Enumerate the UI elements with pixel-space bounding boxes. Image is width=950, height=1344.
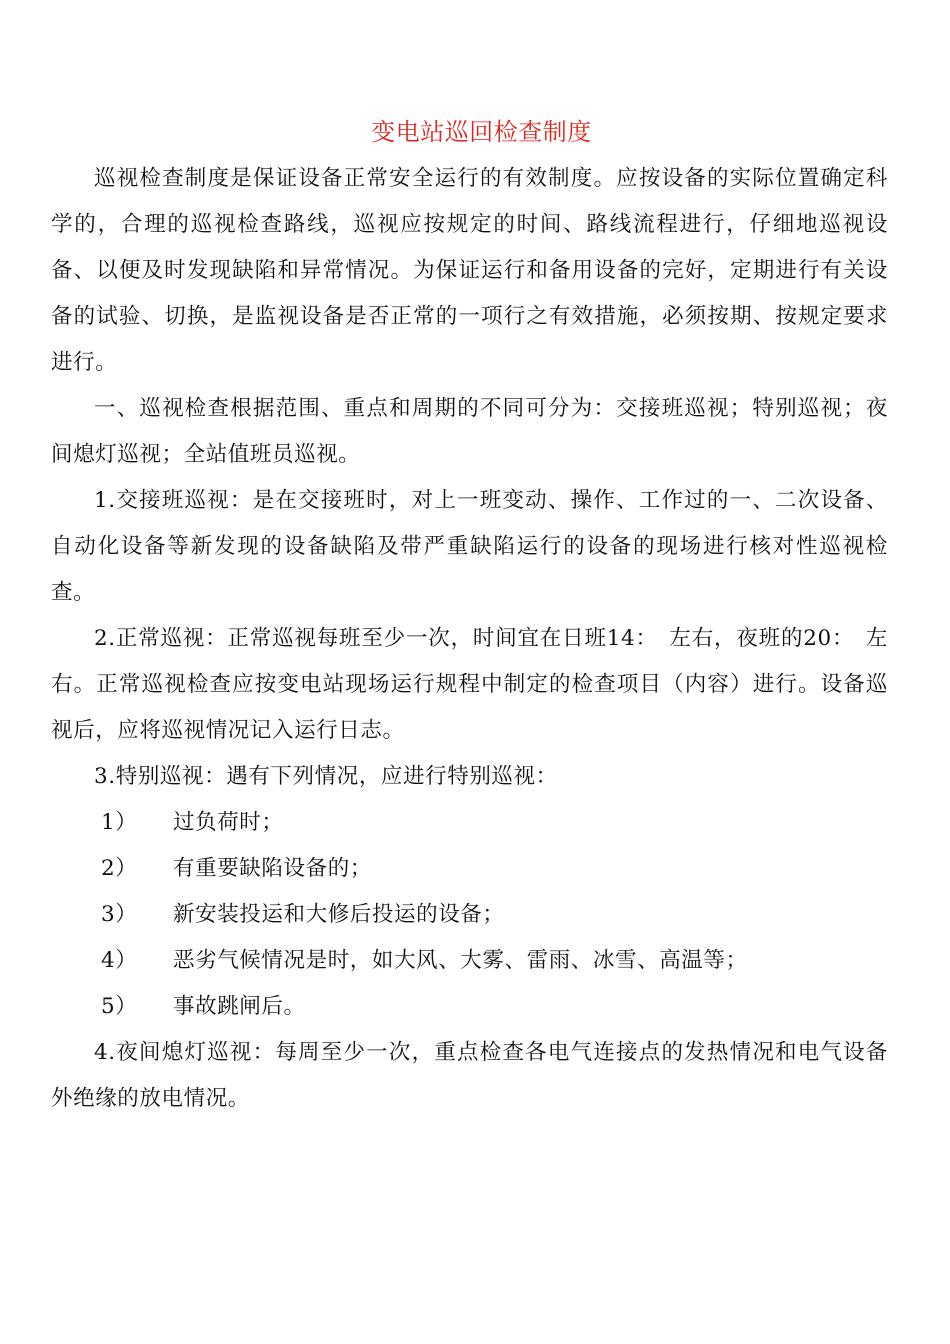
list-item-text: 事故跳闸后。 [173, 994, 306, 1019]
list-item [51, 984, 888, 1030]
list-item [51, 846, 888, 892]
document-title: 变电站巡回检查制度 [371, 118, 592, 146]
list-item-text: 有重要缺陷设备的； [173, 856, 372, 881]
list-item-number: 5） [101, 994, 138, 1019]
list-item [51, 938, 888, 984]
list-item-text: 新安装投运和大修后投运的设备； [173, 902, 505, 927]
paragraph-night-inspection: 4.夜间熄灯巡视：每周至少一次，重点检查各电气连接点的发热情况和电气设备外绝缘的放电情况。 [51, 1040, 888, 1111]
paragraph-intro: 巡视检查制度是保证设备正常安全运行的有效制度。应按设备的实际位置确定科学的，合理的巡视检查路线，巡视应按规定的时间、路线流程进行，仔细地巡视设备、以便及时发现缺陷和异常情况。为保证运行和备用设备的完好，定期进行有关设备的试验、切换，是监视设备是否正常的一项行之有效措施，必须按期、按规定要求进行。 [51, 166, 888, 375]
list-item [51, 800, 888, 846]
paragraph-shift-handover: 1.交接班巡视：是在交接班时，对上一班变动、操作、工作过的一、二次设备、自动化设备等新发现的设备缺陷及带严重缺陷运行的设备的现场进行核对性巡视检查。 [51, 488, 888, 605]
paragraph-normal-inspection: 2.正常巡视：正常巡视每班至少一次，时间宜在日班14： 左右，夜班的20： 左右。正常巡视检查应按变电站现场运行规程中制定的检查项目（内容）进行。设备巡视后，应将巡视情况记入运行日志。 [51, 626, 888, 743]
list-item-number: 1） [101, 810, 138, 835]
list-item-number: 2） [101, 856, 138, 881]
list-item [51, 892, 888, 938]
list-item-text: 过负荷时； [173, 810, 284, 835]
paragraph-special-inspection: 3.特别巡视：遇有下列情况，应进行特别巡视： [94, 764, 558, 789]
paragraph-categories: 一、巡视检查根据范围、重点和周期的不同可分为：交接班巡视；特别巡视；夜间熄灯巡视；全站值班员巡视。 [51, 396, 888, 467]
list-item-text: 恶劣气候情况是时，如大风、大雾、雷雨、冰雪、高温等； [173, 948, 748, 973]
list-item-number: 3） [101, 902, 138, 927]
list-item-number: 4） [101, 948, 138, 973]
